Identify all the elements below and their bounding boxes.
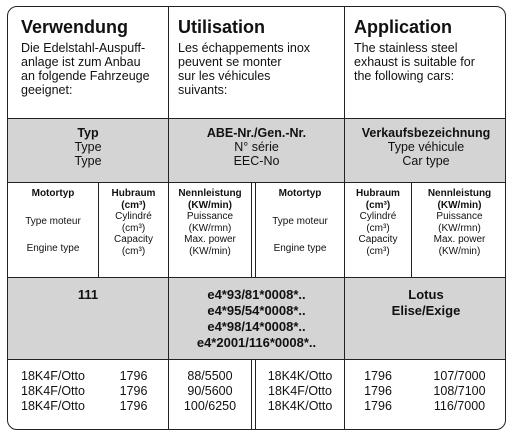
col-hubraum2-en: Capacity [358, 234, 398, 245]
table-cell: 1796 [364, 384, 392, 398]
divider [251, 182, 252, 277]
col-hubraum-fr: Cylindré [115, 211, 152, 222]
col-nenn-de: Nennleistung [178, 188, 242, 199]
col-hubraum2-fr: Cylindré [359, 211, 397, 222]
cells-power2 [412, 369, 506, 414]
header-type-de: Typ [77, 126, 99, 140]
col-nenn-fr: Puissance [186, 211, 234, 222]
cells-engine2 [256, 369, 344, 414]
col-hubraum2 [345, 188, 411, 257]
header-sale-de: Verkaufsbezeichnung [361, 126, 491, 140]
table-cell: 1796 [364, 369, 392, 383]
header-sale [345, 126, 506, 168]
vehicle-make: Lotus [408, 287, 444, 302]
table-cell: 18K4F/Otto [21, 399, 85, 413]
table-cell: 107/7000 [433, 369, 486, 383]
header-abe [169, 126, 344, 168]
cells-cc [99, 369, 168, 414]
cells-engine [8, 369, 98, 414]
table-cell: 18K4F/Otto [268, 384, 332, 398]
col-nenn2-fr-unit: (KW/rmn) [438, 222, 481, 234]
col-hubraum-en-unit: (cm³) [121, 245, 146, 257]
col-motortyp-de: Motortyp [31, 188, 75, 199]
col-hubraum2-fr-unit: (cm³) [366, 222, 390, 234]
header-type-en: Type [74, 154, 102, 168]
col-motortyp2-en: Engine type [273, 243, 327, 254]
intro-de [21, 17, 166, 97]
col-hubraum-fr-unit: (cm³) [121, 222, 146, 234]
col-nenn-unit: (KW/min) [188, 199, 232, 211]
col-nenn-fr-unit: (KW/rmn) [188, 222, 232, 234]
header-abe-en: EEC-No [233, 154, 280, 168]
application-sheet [7, 6, 506, 430]
col-motortyp-fr: Type moteur [25, 215, 81, 227]
col-nenn2-en-unit: (KW/min) [438, 245, 481, 257]
col-motortyp-en: Engine type [26, 243, 80, 254]
intro-de-title: Verwendung [21, 17, 129, 37]
vehicle-name [345, 287, 506, 319]
col-hubraum2-unit: (cm³) [365, 199, 391, 211]
table-cell: 116/7000 [433, 399, 486, 413]
table-cell: 18K4F/Otto [21, 369, 85, 383]
table-cell: 18K4F/Otto [21, 384, 85, 398]
intro-fr-title: Utilisation [178, 17, 266, 37]
divider [8, 118, 505, 119]
divider [251, 359, 252, 430]
approval-number: e4*2001/116*0008*.. [196, 335, 317, 350]
col-hubraum2-en-unit: (cm³) [366, 245, 390, 257]
col-motortyp2-de: Motortyp [278, 188, 322, 199]
intro-fr [178, 17, 340, 97]
vehicle-approvals [169, 287, 344, 351]
table-cell: 108/7100 [433, 384, 486, 398]
approval-number: e4*95/54*0008*.. [207, 303, 306, 318]
intro-fr-text: Les échappements inox peuvent se monter sur les véhicules suivants: [178, 41, 311, 97]
col-nenn2-en: Max. power [433, 234, 486, 245]
col-hubraum-en: Capacity [114, 234, 153, 245]
col-motortyp2 [256, 188, 344, 255]
header-abe-fr: N° série [234, 140, 279, 154]
table-cell: 1796 [119, 369, 148, 383]
header-type [8, 126, 168, 168]
table-cell: 18K4K/Otto [267, 399, 333, 413]
vehicle-model: Elise/Exige [391, 303, 461, 318]
table-cell: 88/5500 [187, 369, 233, 383]
col-motortyp2-fr: Type moteur [272, 215, 328, 227]
col-hubraum-de: Hubraum [111, 188, 156, 199]
col-nenn2 [412, 188, 506, 257]
intro-en [354, 17, 504, 83]
cells-power [169, 369, 251, 414]
divider [8, 359, 505, 360]
approval-number: e4*93/81*0008*.. [207, 287, 306, 302]
header-type-fr: Type [74, 140, 102, 154]
table-cell: 1796 [364, 399, 392, 413]
divider [8, 277, 505, 278]
table-cell: 1796 [119, 384, 148, 398]
cells-cc2 [345, 369, 411, 414]
col-nenn-en: Max. power [184, 234, 236, 245]
header-sale-en: Car type [402, 154, 450, 168]
col-nenn2-unit: (KW/min) [437, 199, 482, 211]
col-motortyp [8, 188, 98, 255]
col-nenn2-fr: Puissance [436, 211, 483, 222]
table-cell: 100/6250 [183, 399, 237, 413]
col-hubraum-unit: (cm³) [121, 199, 146, 211]
intro-de-text: Die Edelstahl-Auspuff- anlage ist zum Anbau an folgende Fahrzeuge geeignet: [21, 41, 150, 97]
col-nenn [169, 188, 251, 257]
approval-number: e4*98/14*0008*.. [207, 319, 306, 334]
col-nenn-en-unit: (KW/min) [189, 245, 231, 257]
header-abe-de: ABE-Nr./Gen.-Nr. [206, 126, 307, 140]
intro-en-title: Application [354, 17, 452, 37]
table-cell: 90/5600 [187, 384, 233, 398]
col-hubraum [99, 188, 168, 257]
header-sale-fr: Type véhicule [387, 140, 465, 154]
table-cell: 18K4K/Otto [267, 369, 333, 383]
col-hubraum2-de: Hubraum [356, 188, 400, 199]
divider [8, 182, 505, 183]
intro-en-text: The stainless steel exhaust is suitable for the following cars: [354, 41, 475, 83]
vehicle-type: 111 [77, 287, 99, 302]
table-cell: 1796 [119, 399, 148, 413]
col-nenn2-de: Nennleistung [427, 188, 492, 199]
